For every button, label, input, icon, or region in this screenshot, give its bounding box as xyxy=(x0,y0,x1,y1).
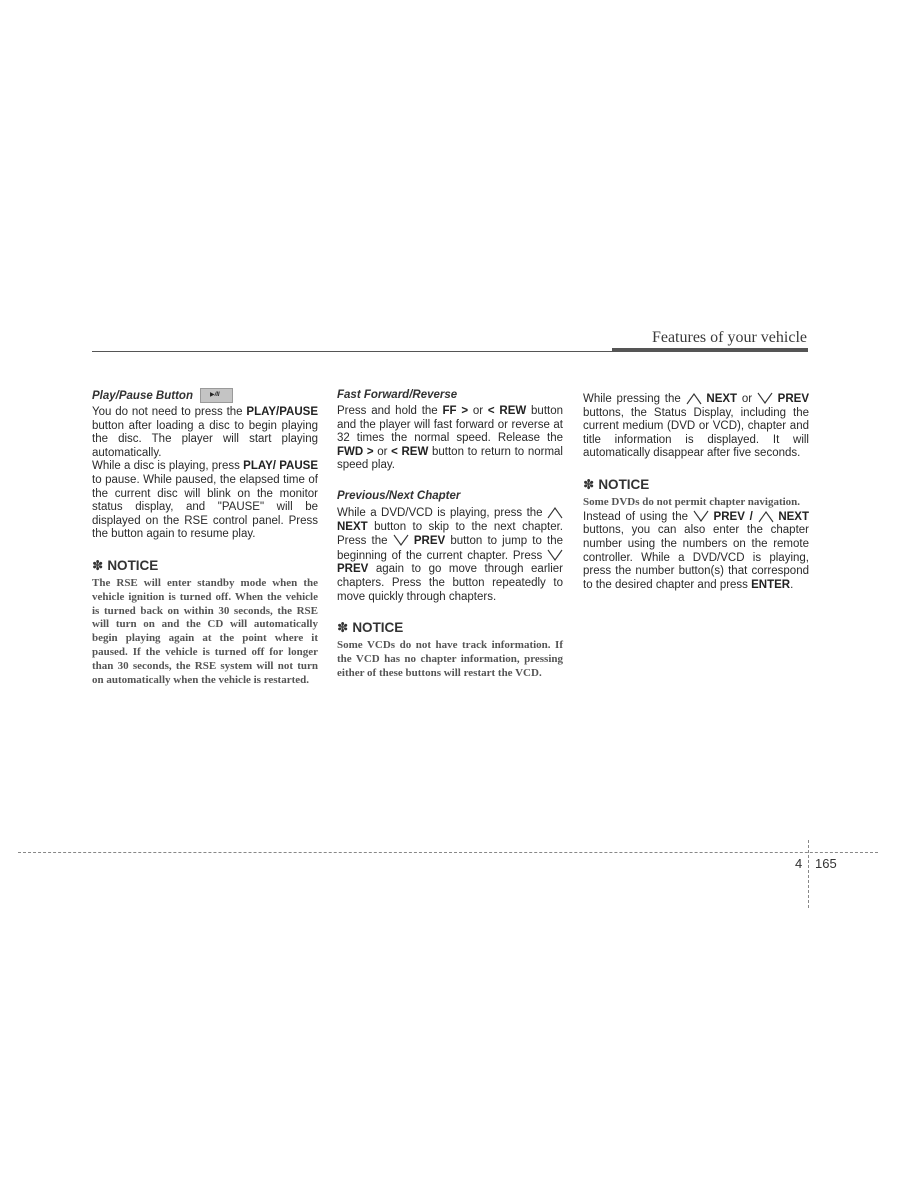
page-number: 165 xyxy=(815,856,837,871)
section-title-prev-next: Previous/Next Chapter xyxy=(337,489,461,502)
chevron-down-icon xyxy=(693,510,709,523)
notice-heading: ✽ NOTICE xyxy=(583,476,650,492)
notice-heading: ✽ NOTICE xyxy=(337,620,404,636)
play-pause-button-icon: ▶/II xyxy=(200,388,233,403)
header-rule-thin xyxy=(92,351,612,352)
chevron-down-icon xyxy=(757,392,773,405)
section-title-play-pause xyxy=(92,388,318,403)
notice-asterisk-icon: ✽ xyxy=(583,476,595,492)
section-title-fast-forward: Fast Forward/Reverse xyxy=(337,389,458,401)
status-display-paragraph: While pressing the NEXT or PREV buttons, the Status Display, including the current medium (DVD or VCD), chapter and title information is displayed. It will automatically disappear after five seconds. xyxy=(583,393,809,460)
chapter-number-paragraph: Instead of using the PREV / NEXT buttons, you can also enter the chapter number using the numbers on the remote controller. While a DVD/VCD is playing, press the number button(s) that correspond to the desired chapter and press ENTER. xyxy=(583,510,809,591)
notice-text: Some DVDs do not permit chapter navigation. xyxy=(583,495,801,508)
chapter-number: 4 xyxy=(795,856,803,871)
play-pause-paragraph-1: You do not need to press the PLAY/PAUSE button after loading a disc to begin playing the disc. The player will start playing automatically. xyxy=(92,406,318,459)
chevron-down-icon xyxy=(393,534,409,547)
notice-text: Some VCDs do not have track information. If the VCD has no chapter information, pressing either of these buttons will restart the VCD. xyxy=(337,639,563,679)
footer-dashed-rule xyxy=(18,852,878,853)
chevron-up-icon xyxy=(547,506,563,519)
column-1 xyxy=(92,388,318,687)
notice-heading: ✽ NOTICE xyxy=(92,557,159,573)
play-pause-paragraph-2: While a disc is playing, press PLAY/ PAUSE to pause. While paused, the elapsed time of the current disc will blink on the monitor status display, and "PAUSE" will be displayed on the RSE control panel. Press the button again to resume play. xyxy=(92,460,318,541)
footer-vertical-dashed-rule xyxy=(808,840,809,908)
chevron-down-icon xyxy=(547,549,563,562)
chevron-up-icon xyxy=(686,392,702,405)
column-3 xyxy=(583,392,809,592)
page-header-title: Features of your vehicle xyxy=(651,329,807,346)
notice-asterisk-icon: ✽ xyxy=(337,620,349,636)
header-rule-thick xyxy=(612,348,808,352)
notice-text: The RSE will enter standby mode when the vehicle ignition is turned off. When the vehicle is turned back on within 30 seconds, the RSE will turn on and the CD will automatically begin playing again at the point where it paused. If the vehicle is turned off for longer than 30 seconds, the RSE system will not turn on automatically when the vehicle is restarted. xyxy=(92,576,318,686)
section-title-text: Play/Pause Button xyxy=(92,389,193,402)
column-2 xyxy=(337,388,563,681)
notice-asterisk-icon: ✽ xyxy=(92,557,104,573)
prev-next-paragraph: While a DVD/VCD is playing, press the NEXT button to skip to the next chapter. Press the PREV button to jump to the beginning of the current chapter. Press PREV again to go move through earlier chapters. Press the button repeatedly to move quickly through chapters. xyxy=(337,506,563,603)
chevron-up-icon xyxy=(758,510,774,523)
fast-forward-paragraph: Press and hold the FF > or < REW button and the player will fast forward or reverse at 32 times the normal speed. Release the FWD > or < REW button to return to normal speed play. xyxy=(337,405,564,472)
